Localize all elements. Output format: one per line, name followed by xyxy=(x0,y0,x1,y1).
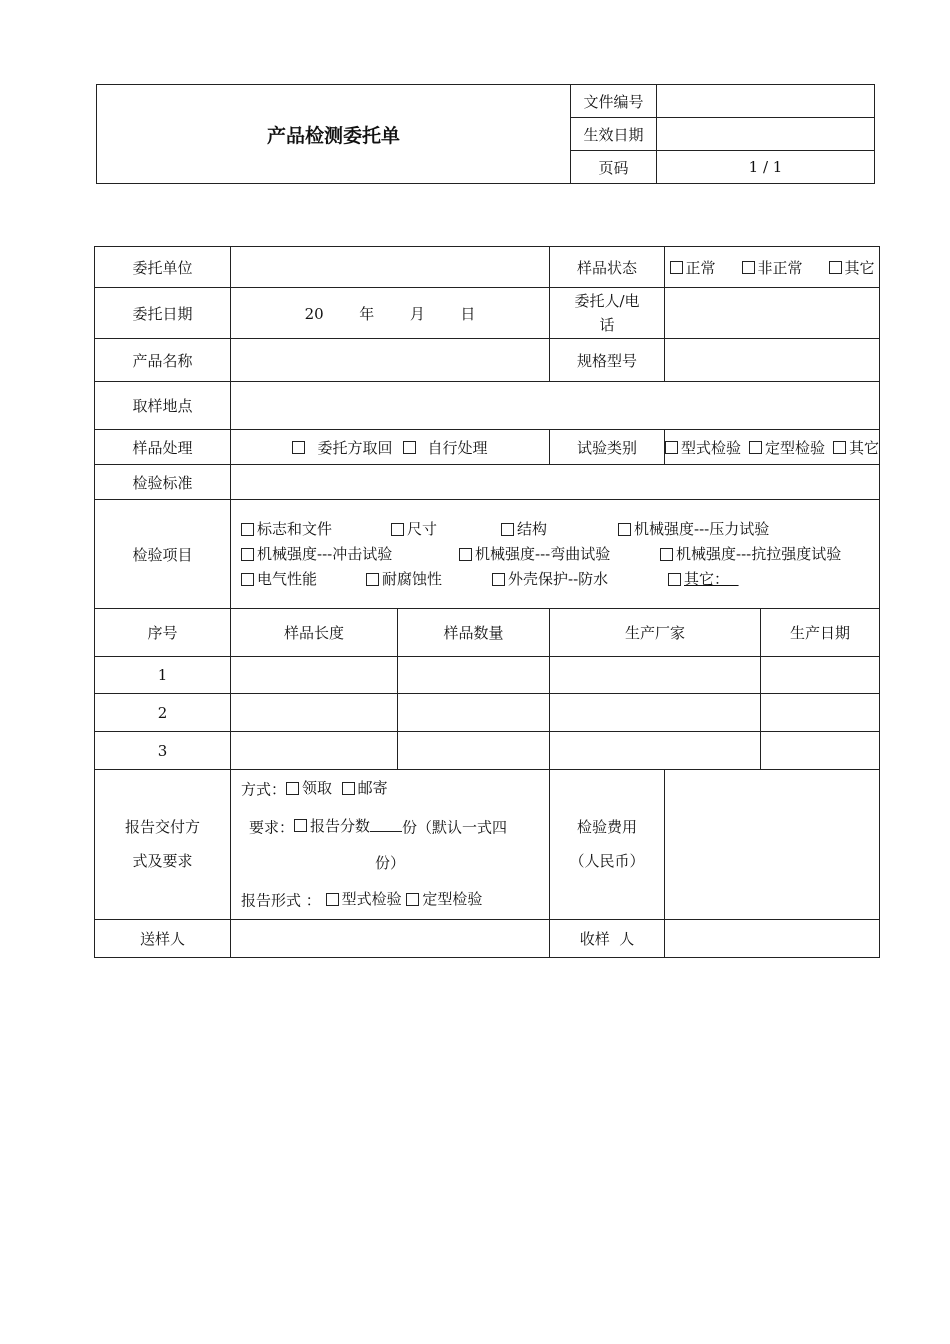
fee-field[interactable] xyxy=(665,770,880,920)
report-delivery-options xyxy=(231,770,550,920)
option-report-copies[interactable]: 报告分数 xyxy=(294,808,370,844)
report-delivery-label: 报告交付方 式及要求 xyxy=(95,770,231,920)
row-index: 2 xyxy=(95,694,231,732)
item-waterproof[interactable]: 外壳保护--防水 xyxy=(492,567,668,592)
col-header-length: 样品长度 xyxy=(231,609,398,657)
page-label: 页码 xyxy=(571,151,657,184)
test-standard-field[interactable] xyxy=(231,465,880,500)
sampling-location-label: 取样地点 xyxy=(95,382,231,430)
document-header xyxy=(96,84,875,184)
item-electrical[interactable]: 电气性能 xyxy=(241,567,366,592)
production-date-cell[interactable] xyxy=(761,694,880,732)
sample-state-label: 样品状态 xyxy=(550,247,665,288)
option-form-type-test[interactable]: 型式检验 xyxy=(326,881,402,917)
production-date-cell[interactable] xyxy=(761,732,880,770)
quantity-cell[interactable] xyxy=(398,694,550,732)
checkbox[interactable] xyxy=(749,441,762,454)
option-abnormal[interactable]: 非正常 xyxy=(742,257,803,278)
checkbox[interactable] xyxy=(292,441,305,454)
delivery-method: 方式： 领取 邮寄 xyxy=(241,770,539,808)
sender-field[interactable] xyxy=(231,919,550,957)
option-normal[interactable]: 正常 xyxy=(670,257,716,278)
report-requirement: 要求： 报告分数 份（默认一式四 xyxy=(241,808,539,846)
checkbox[interactable] xyxy=(366,573,379,586)
copies-input[interactable] xyxy=(370,817,402,832)
item-impact[interactable]: 机械强度---冲击试验 xyxy=(241,542,459,567)
checkbox[interactable] xyxy=(501,523,514,536)
col-header-production-date: 生产日期 xyxy=(761,609,880,657)
length-cell[interactable] xyxy=(231,657,398,694)
test-type-label: 试验类别 xyxy=(550,430,665,465)
checkbox[interactable] xyxy=(665,441,678,454)
sample-state-options xyxy=(665,247,880,288)
row-index: 1 xyxy=(95,657,231,694)
item-structure[interactable]: 结构 xyxy=(501,517,618,542)
option-finalize-test[interactable]: 定型检验 xyxy=(749,437,825,458)
option-client-retrieve[interactable]: 委托方取回 xyxy=(292,437,392,458)
client-unit-field[interactable] xyxy=(231,247,550,288)
document-title: 产品检测委托单 xyxy=(97,85,571,184)
report-requirement-cont: 份） xyxy=(375,854,406,872)
table-row xyxy=(95,694,880,732)
checkbox[interactable] xyxy=(241,523,254,536)
checkbox[interactable] xyxy=(294,819,307,832)
item-other[interactable]: 其它： xyxy=(668,567,739,592)
item-dimensions[interactable]: 尺寸 xyxy=(391,517,501,542)
sampling-location-field[interactable] xyxy=(231,382,880,430)
checkbox[interactable] xyxy=(391,523,404,536)
test-standard-label: 检验标准 xyxy=(95,465,231,500)
report-form: 报告形式 ： 型式检验 定型检验 xyxy=(241,881,539,919)
contact-field[interactable] xyxy=(665,288,880,339)
date-year-prefix: 20 xyxy=(304,304,324,323)
option-form-finalize-test[interactable]: 定型检验 xyxy=(406,881,482,917)
item-marking[interactable]: 标志和文件 xyxy=(241,517,391,542)
checkbox[interactable] xyxy=(286,782,299,795)
manufacturer-cell[interactable] xyxy=(550,732,761,770)
table-row xyxy=(95,657,880,694)
contact-label: 委托人/电 话 xyxy=(550,288,665,339)
length-cell[interactable] xyxy=(231,694,398,732)
test-items-row-3 xyxy=(241,567,879,592)
checkbox[interactable] xyxy=(459,548,472,561)
date-month: 月 xyxy=(409,304,425,323)
checkbox[interactable] xyxy=(670,261,683,274)
fee-label: 检验费用 （人民币） xyxy=(550,770,665,920)
test-items-row-2 xyxy=(241,542,879,567)
sample-handling-label: 样品处理 xyxy=(95,430,231,465)
commission-form xyxy=(94,246,880,958)
checkbox[interactable] xyxy=(668,573,681,586)
doc-number-value[interactable] xyxy=(657,85,875,118)
sample-handling-options xyxy=(231,430,550,465)
option-type-test[interactable]: 型式检验 xyxy=(665,437,741,458)
checkbox[interactable] xyxy=(406,893,419,906)
checkbox[interactable] xyxy=(833,441,846,454)
row-index: 3 xyxy=(95,732,231,770)
option-other[interactable]: 其它 xyxy=(833,437,879,458)
item-bending[interactable]: 机械强度---弯曲试验 xyxy=(459,542,660,567)
length-cell[interactable] xyxy=(231,732,398,770)
checkbox[interactable] xyxy=(403,441,416,454)
quantity-cell[interactable] xyxy=(398,657,550,694)
table-row xyxy=(95,732,880,770)
sender-label: 送样人 xyxy=(95,919,231,957)
item-compression[interactable]: 机械强度---压力试验 xyxy=(618,517,769,542)
col-header-index: 序号 xyxy=(95,609,231,657)
col-header-quantity: 样品数量 xyxy=(398,609,550,657)
item-tensile[interactable]: 机械强度---抗拉强度试验 xyxy=(660,542,841,567)
manufacturer-cell[interactable] xyxy=(550,657,761,694)
effective-date-value[interactable] xyxy=(657,118,875,151)
checkbox[interactable] xyxy=(660,548,673,561)
manufacturer-cell[interactable] xyxy=(550,694,761,732)
quantity-cell[interactable] xyxy=(398,732,550,770)
receiver-label: 收样 人 xyxy=(550,919,665,957)
date-year: 年 xyxy=(359,304,375,323)
checkbox[interactable] xyxy=(241,573,254,586)
option-mail[interactable]: 邮寄 xyxy=(342,770,388,806)
checkbox[interactable] xyxy=(492,573,505,586)
effective-date-label: 生效日期 xyxy=(571,118,657,151)
product-name-field[interactable] xyxy=(231,339,550,382)
test-items-row-1 xyxy=(241,517,879,542)
test-items-options xyxy=(231,500,880,609)
checkbox[interactable] xyxy=(742,261,755,274)
item-corrosion[interactable]: 耐腐蚀性 xyxy=(366,567,492,592)
test-type-options xyxy=(665,430,880,465)
spec-model-field[interactable] xyxy=(665,339,880,382)
checkbox[interactable] xyxy=(829,261,842,274)
production-date-cell[interactable] xyxy=(761,657,880,694)
page-value: 1 / 1 xyxy=(657,151,875,184)
doc-number-label: 文件编号 xyxy=(571,85,657,118)
spec-model-label: 规格型号 xyxy=(550,339,665,382)
commission-date-field[interactable] xyxy=(231,288,550,339)
commission-date-label: 委托日期 xyxy=(95,288,231,339)
date-day: 日 xyxy=(460,304,476,323)
option-pickup[interactable]: 领取 xyxy=(286,770,332,806)
product-name-label: 产品名称 xyxy=(95,339,231,382)
test-items-label: 检验项目 xyxy=(95,500,231,609)
option-other[interactable]: 其它 xyxy=(829,257,875,278)
checkbox[interactable] xyxy=(326,893,339,906)
checkbox[interactable] xyxy=(241,548,254,561)
option-self-dispose[interactable]: 自行处理 xyxy=(403,437,488,458)
checkbox[interactable] xyxy=(618,523,631,536)
checkbox[interactable] xyxy=(342,782,355,795)
receiver-field[interactable] xyxy=(665,919,880,957)
col-header-manufacturer: 生产厂家 xyxy=(550,609,761,657)
client-unit-label: 委托单位 xyxy=(95,247,231,288)
